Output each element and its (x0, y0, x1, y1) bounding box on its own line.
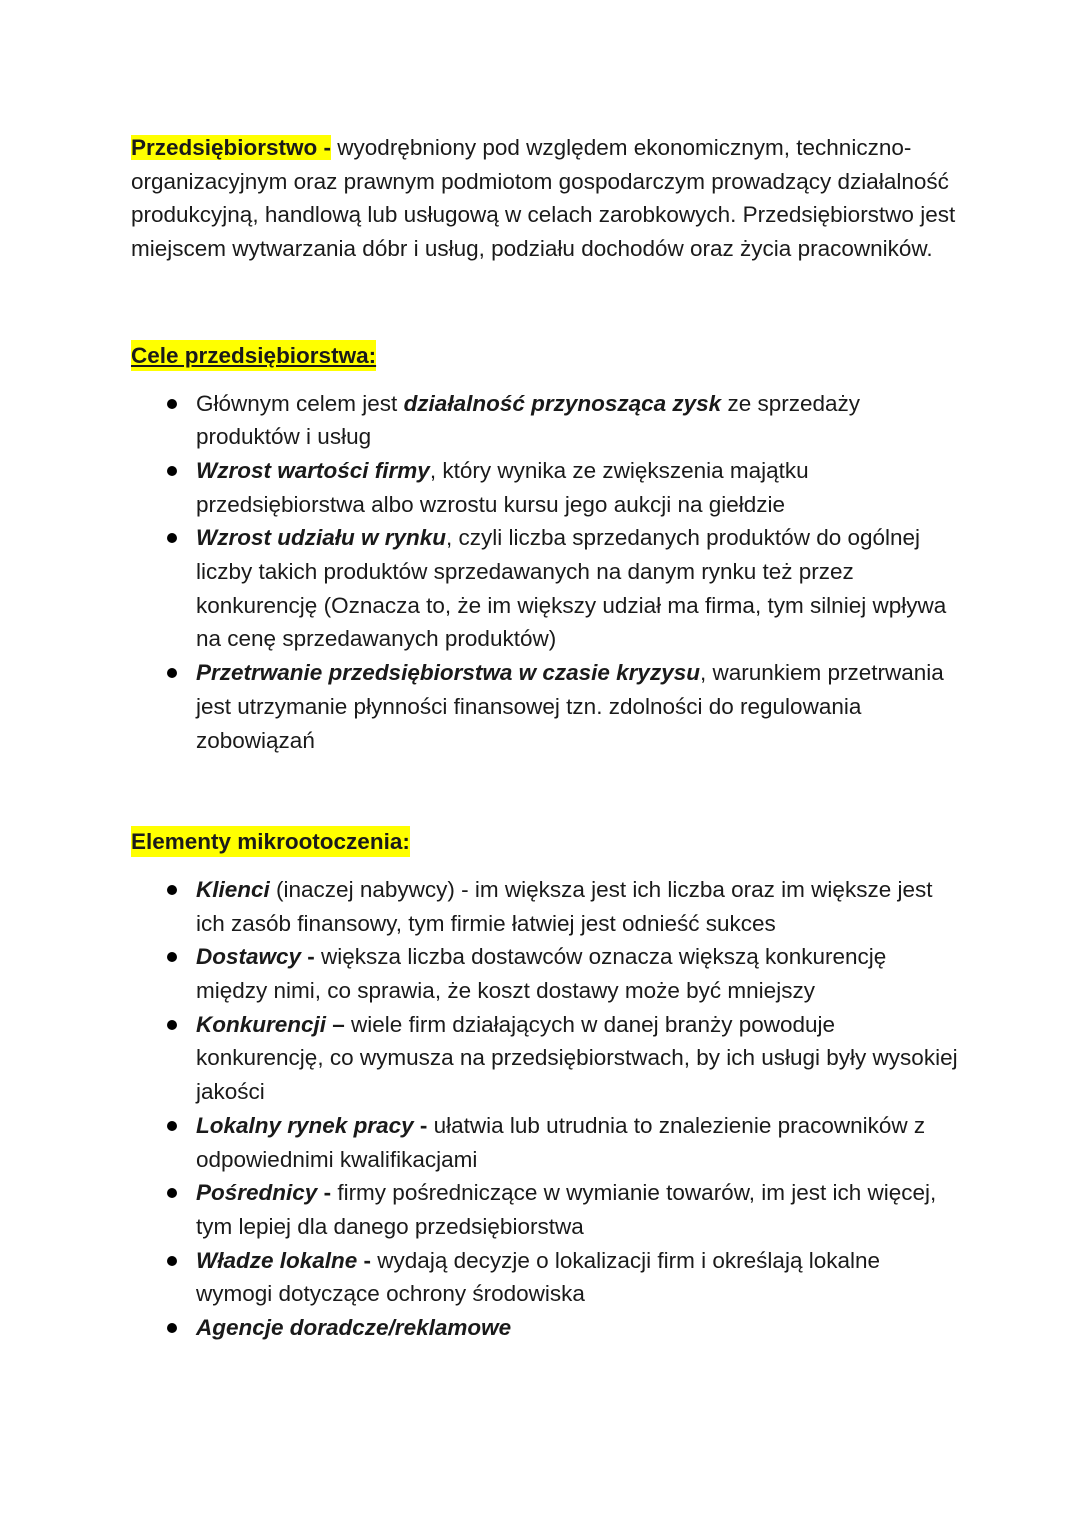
item-text: ułatwia lub utrudnia to znalezienie pracowników z odpowiednimi kwalifikacjami (196, 1112, 926, 1172)
bullet-icon (167, 1323, 177, 1333)
item-text: (inaczej nabywcy) - im większa jest ich liczba oraz im większe jest ich zasób finansowy, tym firmie łatwiej jest odnieść sukces (196, 876, 933, 936)
micro-section (131, 825, 961, 1345)
bullet-icon (167, 466, 177, 476)
intro-term-dash: - (317, 135, 332, 160)
list-item (131, 1176, 961, 1243)
list-item (131, 1244, 961, 1311)
intro-term (131, 135, 331, 160)
item-separator: – (326, 1011, 345, 1037)
item-text: wydają decyzje o lokalizacji firm i określają lokalne wymogi dotyczące ochrony środowiska (196, 1247, 881, 1307)
bullet-icon (167, 952, 177, 962)
bullet-icon (167, 1256, 177, 1266)
intro-paragraph (131, 131, 961, 266)
item-separator: - (413, 1112, 428, 1138)
item-separator: - (301, 944, 315, 970)
bullet-icon (167, 885, 177, 895)
bullet-icon (167, 533, 177, 543)
goals-section (131, 339, 961, 757)
list-item (131, 521, 961, 656)
list-item (131, 1311, 961, 1345)
item-text: większa liczba dostawców oznacza większą konkurencję między nimi, co sprawia, że koszt dostawy może być mniejszy (196, 944, 887, 1004)
item-emphasis: Klienci (196, 876, 270, 902)
document-page (131, 131, 961, 1345)
item-separator: - (357, 1247, 372, 1273)
item-prefix: Głównym celem jest (196, 390, 404, 416)
item-text: , czyli liczba sprzedanych produktów do ogólnej liczby takich produktów sprzedawanych na danym rynku też przez konkurencję (Oznacza to, że im większy udział ma firma, tym silniej wpływa na cenę sprzedawanych produktów) (196, 525, 947, 652)
list-item (131, 387, 961, 454)
item-emphasis: działalność przynosząca zysk (403, 390, 722, 416)
item-emphasis: Wzrost udziału w rynku (196, 525, 447, 551)
intro-definition: wyodrębniony pod względem ekonomicznym, techniczno-organizacyjnym oraz prawnym podmiotom gospodarczym prowadzący działalność produkcyjną, handlową lub usługową w celach zarobkowych. (131, 135, 949, 228)
list-item (131, 940, 961, 1007)
item-text: , warunkiem przetrwania jest utrzymanie płynności finansowej tzn. zdolności do regulowania zobowiązań (196, 660, 944, 753)
item-text: ze sprzedaży produktów i usług (196, 390, 861, 450)
list-item (131, 1008, 961, 1109)
list-item (131, 1109, 961, 1176)
item-emphasis: Wzrost wartości firmy (196, 457, 430, 483)
item-text: firmy pośredniczące w wymianie towarów, im jest ich więcej, tym lepiej dla danego przedsiębiorstwa (196, 1180, 937, 1239)
item-emphasis: Władze lokalne (196, 1247, 358, 1273)
list-item (131, 454, 961, 521)
intro-description: Przedsiębiorstwo jest miejscem wytwarzania dóbr i usług, podziału dochodów oraz życia pracowników. (131, 202, 956, 262)
bullet-icon (167, 1020, 177, 1030)
bullet-icon (167, 399, 177, 409)
item-emphasis: Lokalny rynek pracy (196, 1112, 414, 1138)
micro-heading: Elementy mikrootoczenia: (131, 826, 410, 857)
micro-list (131, 873, 961, 1345)
item-emphasis: Dostawcy (196, 944, 302, 970)
item-emphasis: Pośrednicy (196, 1180, 318, 1206)
bullet-icon (167, 668, 177, 678)
item-emphasis: Konkurencji (196, 1011, 327, 1037)
bullet-icon (167, 1188, 177, 1198)
item-text: , który wynika ze zwiększenia majątku przedsiębiorstwa albo wzrostu kursu jego aukcji na giełdzie (196, 457, 809, 517)
item-text: wiele firm działających w danej branży powoduje konkurencję, co wymusza na przedsiębiorstwach, by ich usługi były wysokiej jakości (196, 1011, 958, 1105)
list-item (131, 873, 961, 940)
item-emphasis: Przetrwanie przedsiębiorstwa w czasie kryzysu (196, 660, 700, 686)
bullet-icon (167, 1121, 177, 1131)
goals-heading: Cele przedsiębiorstwa: (131, 340, 376, 371)
list-item (131, 656, 961, 757)
item-separator: - (317, 1180, 332, 1206)
goals-list (131, 387, 961, 758)
intro-term-text: Przedsiębiorstwo (131, 135, 318, 160)
item-emphasis: Agencje doradcze/reklamowe (196, 1315, 512, 1341)
